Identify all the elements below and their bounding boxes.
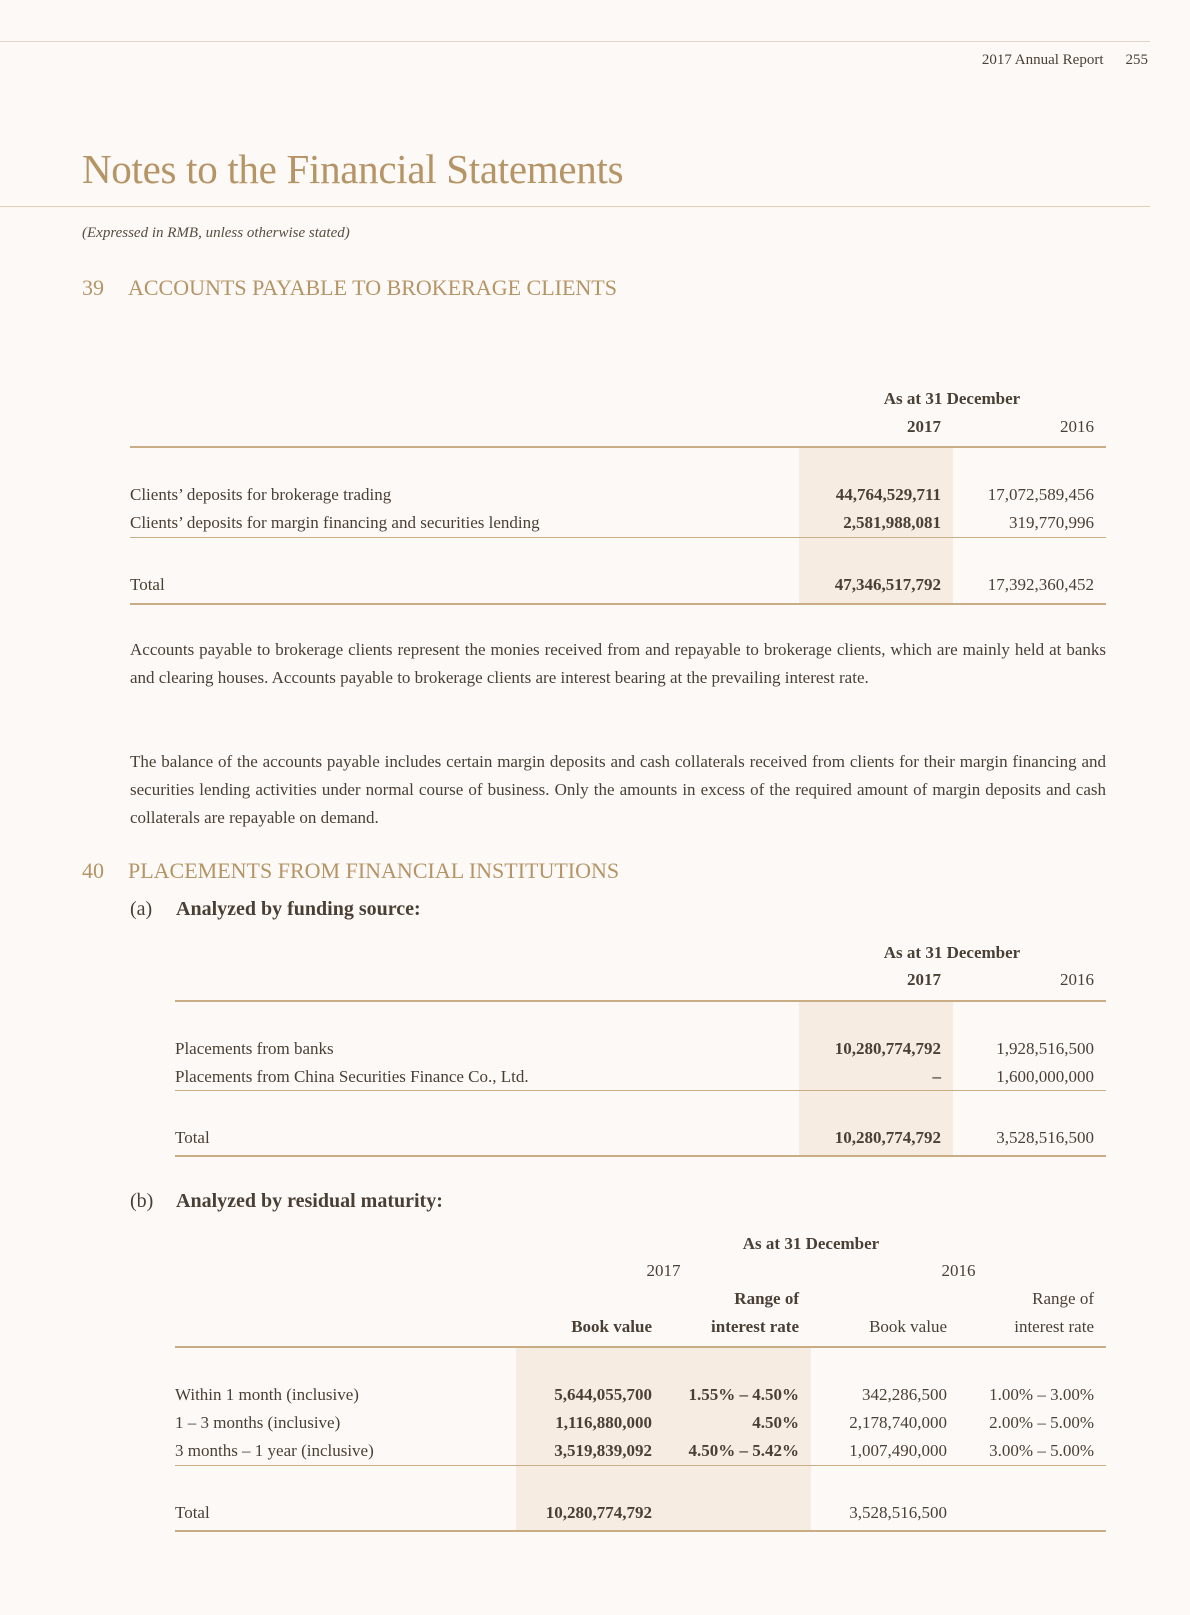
total-2017: 10,280,774,792: [834, 1128, 941, 1147]
row-label: Within 1 month (inclusive): [175, 1385, 359, 1404]
book-value-2017: 3,519,839,092: [554, 1441, 652, 1460]
book-value-2016: 342,286,500: [862, 1385, 947, 1404]
rate-2017: 4.50%: [752, 1413, 799, 1432]
range-header-2017-line1: Range of: [734, 1289, 799, 1308]
rate-2016: 2.00% – 5.00%: [989, 1413, 1094, 1432]
year-header-2016: 2016: [941, 1261, 976, 1280]
section-number: 39: [82, 275, 104, 300]
row-label: Placements from banks: [175, 1039, 334, 1058]
value-2017: 44,764,529,711: [835, 485, 941, 504]
book-value-2016: 2,178,740,000: [849, 1413, 947, 1432]
part-title: Analyzed by funding source:: [176, 898, 421, 920]
total-label: Total: [175, 1503, 210, 1522]
col-header-2016: 2016: [1060, 970, 1094, 989]
group-header: As at 31 December: [883, 389, 1021, 408]
row-label: Placements from China Securities Finance Co., Ltd.: [175, 1067, 529, 1086]
subtotal-rule: [175, 1465, 1106, 1466]
top-rule: [0, 41, 1150, 42]
total-book-value-2017: 10,280,774,792: [545, 1503, 652, 1522]
part-label: (a): [130, 898, 153, 920]
value-2016: 319,770,996: [1009, 513, 1094, 532]
total-rule: [175, 1530, 1106, 1532]
running-header: [982, 52, 1148, 69]
value-2016: 1,600,000,000: [996, 1067, 1094, 1086]
row-label: 3 months – 1 year (inclusive): [175, 1441, 374, 1460]
title-rule: [0, 206, 1150, 207]
section-number: 40: [82, 858, 104, 883]
col-header-2017: 2017: [907, 417, 941, 436]
rate-2016: 3.00% – 5.00%: [989, 1441, 1094, 1460]
book-value-2017: 5,644,055,700: [554, 1385, 652, 1404]
value-2017: –: [932, 1067, 941, 1086]
rate-2017: 4.50% – 5.42%: [688, 1441, 799, 1460]
total-2016: 3,528,516,500: [996, 1128, 1094, 1147]
rate-2017: 1.55% – 4.50%: [688, 1385, 799, 1404]
header-rule: [130, 446, 1106, 448]
range-header-2017-line2: interest rate: [711, 1317, 799, 1336]
book-value-header-2016: Book value: [869, 1317, 947, 1336]
year-header-2017: 2017: [646, 1261, 681, 1280]
total-book-value-2016: 3,528,516,500: [849, 1503, 947, 1522]
part-title: Analyzed by residual maturity:: [176, 1190, 443, 1212]
total-rule: [175, 1155, 1106, 1157]
subtotal-rule: [130, 537, 1106, 538]
total-rule: [130, 603, 1106, 605]
total-2016: 17,392,360,452: [987, 575, 1094, 594]
page-number: 255: [1125, 52, 1148, 68]
col-header-2017: 2017: [907, 970, 941, 989]
paragraph-accounts-payable-description: Accounts payable to brokerage clients represent the monies received from and repayable to brokerage clients, which are mainly held at banks and clearing houses. Accounts payable to brokerage clients are interest bearing at the prevailing interest rate.: [130, 640, 1106, 687]
book-value-header-2017: Book value: [571, 1317, 652, 1336]
report-label: 2017 Annual Report: [981, 52, 1104, 68]
book-value-2016: 1,007,490,000: [849, 1441, 947, 1460]
total-label: Total: [130, 575, 165, 594]
part-a-heading: [130, 898, 421, 921]
total-2017: 47,346,517,792: [834, 575, 941, 594]
header-rule: [175, 1346, 1106, 1348]
subtotal-rule: [175, 1090, 1106, 1091]
paragraph-margin-deposits: The balance of the accounts payable includes certain margin deposits and cash collaterals received from clients for their margin financing and securities lending activities under normal course of business. Only the amounts in excess of the required amount of margin deposits and cash collaterals are repayable on demand.: [130, 752, 1106, 827]
book-value-2017: 1,116,880,000: [555, 1413, 652, 1432]
currency-note: (Expressed in RMB, unless otherwise stated): [82, 225, 350, 241]
value-2016: 1,928,516,500: [996, 1039, 1094, 1058]
row-label: Clients’ deposits for margin financing and securities lending: [130, 513, 540, 532]
section-title: ACCOUNTS PAYABLE TO BROKERAGE CLIENTS: [128, 275, 617, 300]
value-2017: 2,581,988,081: [843, 513, 941, 532]
group-header: As at 31 December: [883, 943, 1021, 962]
col-header-2016: 2016: [1060, 417, 1094, 436]
range-header-2016-line2: interest rate: [1014, 1317, 1094, 1336]
total-label: Total: [175, 1128, 210, 1147]
range-header-2016-line1: Range of: [1032, 1289, 1094, 1308]
value-2017: 10,280,774,792: [834, 1039, 941, 1058]
section-40-heading: [82, 858, 619, 884]
part-label: (b): [130, 1190, 154, 1212]
part-b-heading: [130, 1190, 443, 1213]
row-label: 1 – 3 months (inclusive): [175, 1413, 341, 1432]
row-label: Clients’ deposits for brokerage trading: [130, 485, 392, 504]
rate-2016: 1.00% – 3.00%: [989, 1385, 1094, 1404]
section-title: PLACEMENTS FROM FINANCIAL INSTITUTIONS: [128, 858, 620, 883]
section-39-heading: [82, 275, 617, 301]
value-2016: 17,072,589,456: [987, 485, 1094, 504]
group-header: As at 31 December: [742, 1234, 880, 1253]
page-title: Notes to the Financial Statements: [82, 146, 624, 192]
header-rule: [175, 1000, 1106, 1002]
